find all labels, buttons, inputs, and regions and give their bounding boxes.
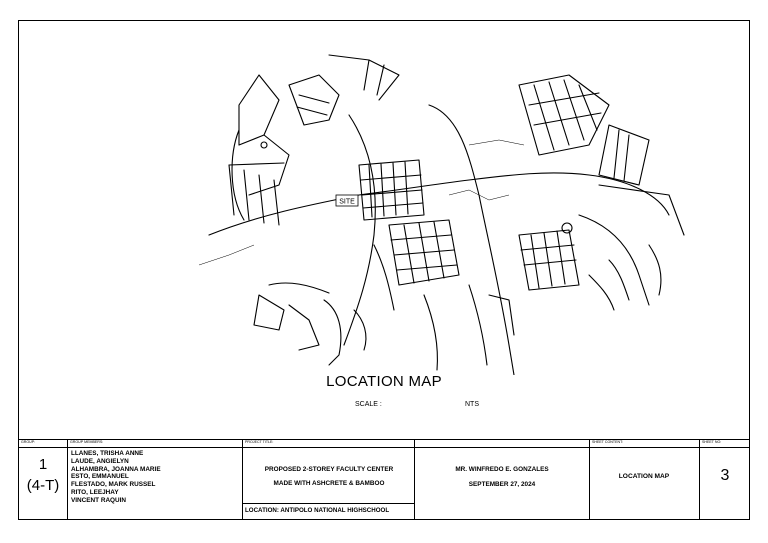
- sheet-number: 3: [720, 467, 730, 484]
- group-cell: [19, 439, 67, 519]
- project-title-line1: PROPOSED 2-STOREY FACULTY CENTER: [264, 466, 394, 473]
- member-name: FLESTADO, MARK RUSSEL: [71, 481, 156, 489]
- member-name: ESTO, EMMANUEL: [71, 473, 129, 481]
- map-area: [19, 21, 749, 439]
- sheet-content: LOCATION MAP: [618, 473, 670, 480]
- project-title-line2: MADE WITH ASHCRETE & BAMBOO: [273, 480, 385, 487]
- scale-value: NTS: [465, 401, 479, 408]
- sheet-no-cell: [699, 439, 749, 519]
- group-section: (4-T): [26, 477, 60, 494]
- sheet-content-header: SHEET CONTENT:: [592, 440, 623, 444]
- submission-date: SEPTEMBER 27, 2024: [468, 481, 536, 488]
- member-name: LLANES, TRISHA ANNE: [71, 450, 144, 457]
- members-header: GROUP MEMBERS:: [70, 440, 104, 444]
- member-name: LAUDE, ANGIELYN: [71, 457, 129, 465]
- project-header: PROJECT TITLE:: [245, 440, 274, 444]
- project-location: LOCATION: ANTIPOLO NATIONAL HIGHSCHOOL: [245, 507, 390, 514]
- project-cell: [242, 439, 414, 519]
- member-name: VINCENT RAQUIN: [71, 496, 127, 504]
- street-map: [169, 45, 689, 375]
- title-block: [19, 439, 749, 519]
- sheet-no-header: SHEET NO:: [702, 440, 722, 444]
- group-number: 1: [38, 456, 48, 473]
- member-name: ALHAMBRA, JOANNA MARIE: [71, 465, 161, 473]
- adviser-cell: [414, 439, 589, 519]
- map-title: LOCATION MAP: [326, 373, 442, 390]
- group-header: GROUP:: [21, 440, 36, 444]
- adviser-name: MR. WINFREDO E. GONZALES: [455, 466, 549, 473]
- members-cell: [67, 439, 242, 519]
- member-name: RITO, LEEJHAY: [71, 488, 119, 496]
- drawing-sheet: [18, 20, 750, 520]
- sheet-content-cell: [589, 439, 699, 519]
- members-list: [71, 450, 161, 505]
- scale-label: SCALE :: [355, 401, 382, 408]
- site-label: SITE: [339, 198, 355, 206]
